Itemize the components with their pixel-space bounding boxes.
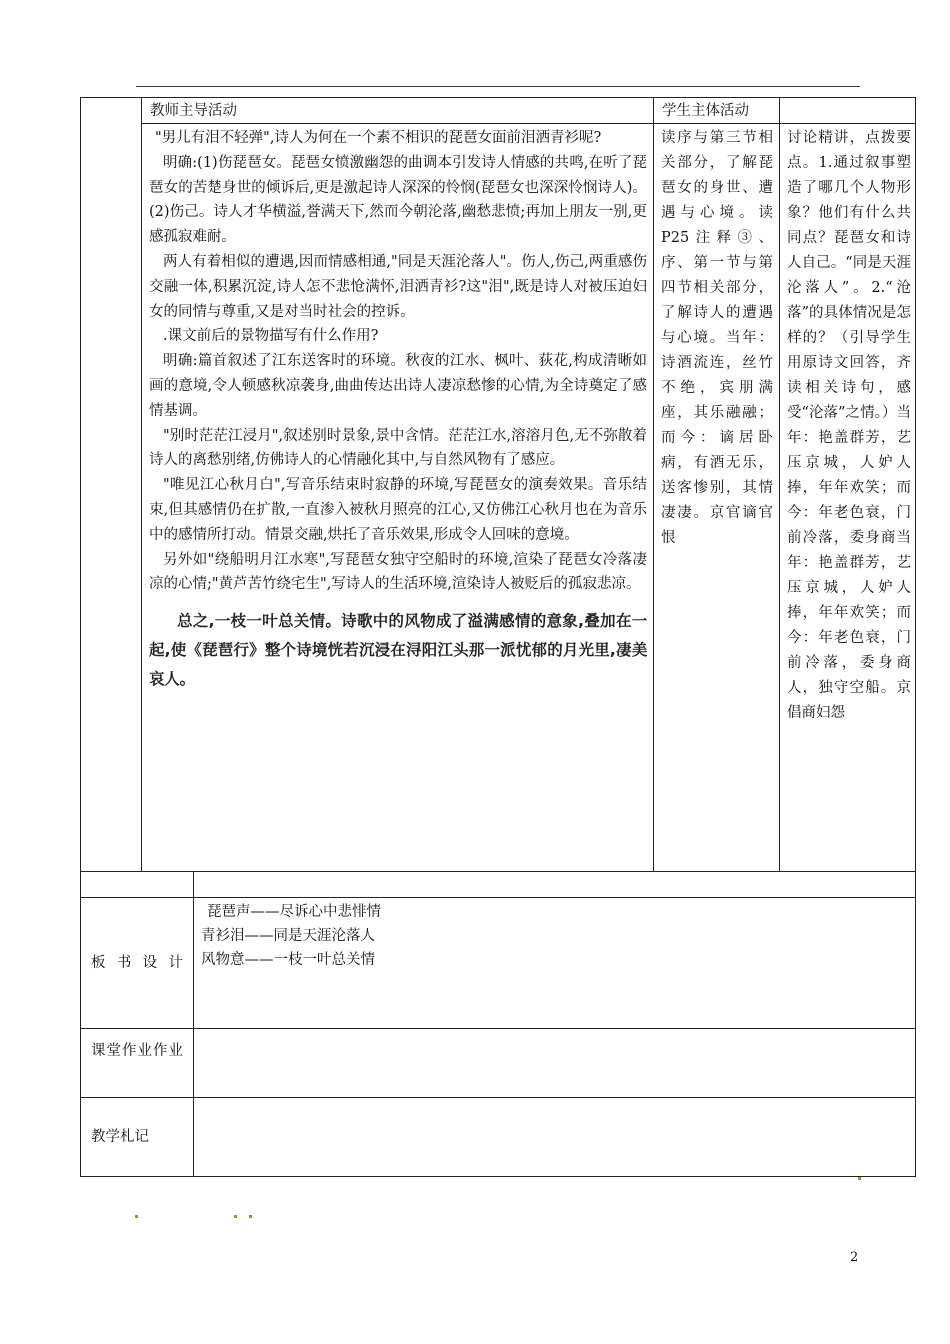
discussion-text: 讨论精讲，点拨要点。1.通过叙事塑造了哪几个人物形象？他们有什么共同点？琵琶女和诗人自己。“同是天涯沦落人”。2.“沧落”的具体情况是怎样的？（引导学生用原诗文回答，齐读相关诗句，感受“沦落”之情。）当年：艳盖群芳，艺压京城，人妒人捧，年年欢笑；而今：年老色衰，门前冷落，委身商当年：艳盖群芳，艺压京城，人妒人捧，年年欢笑；而今：年老色衰，门前冷落，委身商人，独守空船。京倡商妇怨 [787,130,911,721]
col-divider-3 [779,98,780,871]
board-line: 风物意——一枝一叶总关情 [201,952,375,968]
stray-mark [234,1215,237,1218]
row-line-4 [81,1097,916,1098]
student-activity-cell [661,126,773,551]
board-design-label: 板书设计 [91,955,183,971]
board-line: 青衫泪——同是天涯沦落人 [201,928,375,944]
lesson-table [80,97,916,1177]
teacher-activity-cell [149,126,647,694]
col-divider-2 [653,98,654,871]
header-rule [136,86,860,87]
row-line-2 [81,897,916,898]
teacher-paragraph: "唯见江心秋月白",写音乐结束时寂静的环境,写琵琶女的演奏效果。音乐结束,但其感情仍在扩散,一直渗入被秋月照亮的江心,又仿佛江心秋月也在为音乐中的感情所打动。情景交融,烘托了音乐效果,形成令人回味的意境。 [149,477,647,543]
board-design-content [201,900,901,972]
teacher-paragraph: .课文前后的景物描写有什么作用? [163,328,379,345]
student-activity-header: 学生主体活动 [662,103,749,119]
col-divider-lower [193,871,194,1177]
teacher-paragraph: "别时茫茫江浸月",叙述别时景象,景中含情。茫茫江水,溶溶月色,无不弥散着诗人的离愁别绪,仿佛诗人的心情融化其中,与自然风物有了感应。 [149,427,647,469]
board-line: 琵琶声——尽诉心中悲悱情 [207,904,381,920]
stray-mark [249,1215,252,1218]
student-activity-text: 读序与第三节相关部分，了解琵琶女的身世、遭遇与心境。读P25注释③、序、第一节与第四节相关部分，了解诗人的遭遇与心境。当年：诗酒流连，丝竹不绝，宾朋满座，其乐融融；而今：谪居卧病，有酒无乐，送客惨别，其情凄凄。京官谪官恨 [661,130,773,546]
stray-mark [858,1177,861,1180]
notes-label: 教学札记 [91,1129,149,1145]
page-number: 2 [850,1250,859,1265]
board-design-label-cell [81,950,193,976]
discussion-cell [787,126,911,866]
teacher-paragraph: 明确:(1)伤琵琶女。琵琶女愤激幽怨的曲调本引发诗人情感的共鸣,在听了琵琶女的苦楚身世的倾诉后,更是激起诗人深深的怜悯(琵琶女也深深怜悯诗人)。 (2)伤己。诗人才华横溢,誉满天下,然而今朝沦落,幽愁悲愤;再加上朋友一别,更感孤寂难耐。 [149,154,647,246]
row-line-1 [81,871,916,872]
teacher-paragraph: 两人有着相似的遭遇,因而情感相通,"同是天涯沦落人"。伤人,伤己,两重感伤交融一体,积累沉淀,诗人怎不悲怆满怀,泪洒青衫?这"泪",既是诗人对被压迫妇女的同情与尊重,又是对当时社会的控诉。 [149,253,647,320]
teacher-summary: 总之,一枝一叶总关情。诗歌中的风物成了溢满感情的意象,叠加在一起,使《琵琶行》整个诗境恍若沉浸在浔阳江头那一派忧郁的月光里,凄美哀人。 [149,612,647,689]
header-row-line [141,123,916,124]
notes-label-cell [81,1124,193,1150]
col-divider-1 [141,98,142,871]
teacher-paragraph: "男儿有泪不轻弹",诗人为何在一个素不相识的琵琶女面前泪洒青衫呢? [155,130,602,146]
teacher-paragraph: 另外如"绕船明月江水寒",写琵琶女独守空船时的环境,渲染了琵琶女冷落凄凉的心情;"黄芦苦竹绕宅生",写诗人的生活环境,渲染诗人被贬后的孤寂悲凉。 [149,551,647,593]
teacher-activity-header: 教师主导活动 [150,103,237,119]
homework-label: 课堂作业作业 [91,1043,183,1059]
row-line-3 [81,1028,916,1029]
stray-mark [135,1215,138,1218]
homework-label-cell [81,1038,193,1064]
teacher-paragraph: 明确:篇首叙述了江东送客时的环境。秋夜的江水、枫叶、荻花,构成清晰如画的意境,令人顿感秋凉袭身,曲曲传达出诗人凄凉愁惨的心情,为全诗奠定了感情基调。 [149,353,647,419]
